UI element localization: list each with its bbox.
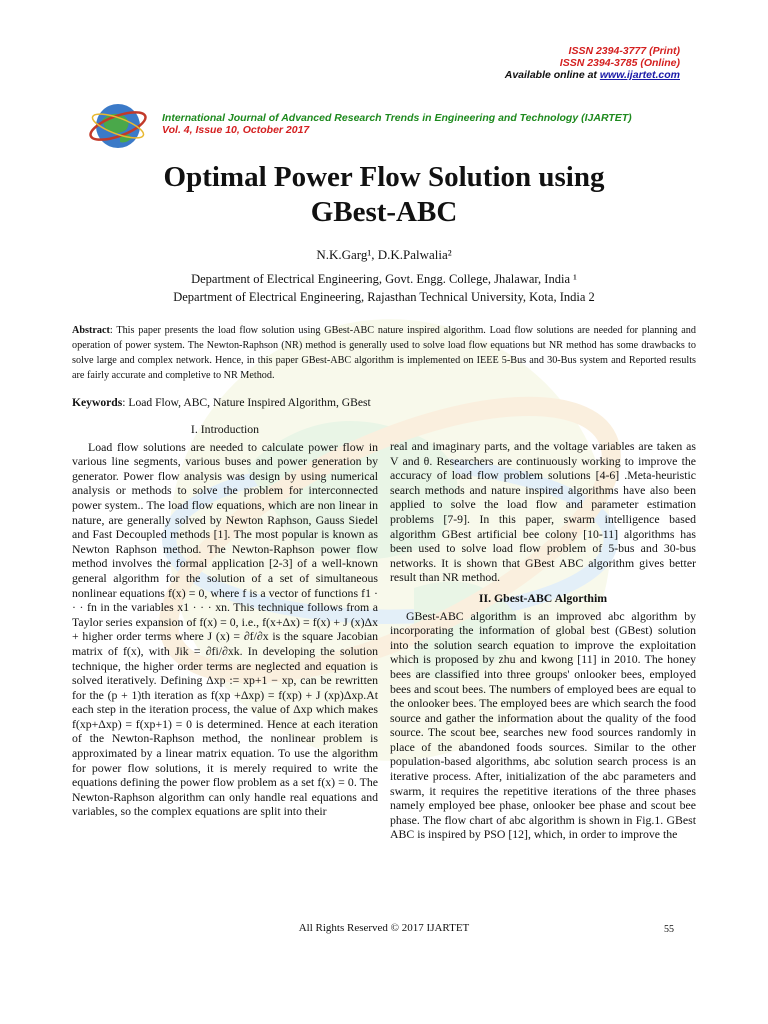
column-right	[390, 439, 696, 842]
abstract-label: Abstract	[72, 325, 110, 336]
available-prefix: Available online at	[504, 69, 600, 81]
affiliations	[0, 270, 768, 306]
issn-print: ISSN 2394-3777 (Print)	[568, 45, 680, 57]
issn-online: ISSN 2394-3785 (Online)	[559, 57, 680, 69]
journal-website-link[interactable]: www.ijartet.com	[599, 69, 680, 81]
intro-paragraph-continued: real and imaginary parts, and the voltage variables are taken as V and θ. Researchers are continuously working to improve the accuracy of load flow problem solutions [4-6] .Meta-heuristic search methods and nature inspired algorithms have also been applied to solve the load flow and parameter estimation problems [7-9]. In this paper, swarm intelligence based algorithm GBest artificial bee colony [10-11] algorithms has been used to solve load flow problem of 5-bus and 30-bus networks. It is shown that GBest ABC algorithm gives better result than NR method.	[390, 439, 696, 585]
paper-title	[0, 160, 768, 230]
available-online	[505, 69, 680, 81]
title-line-1: Optimal Power Flow Solution using	[163, 161, 605, 193]
title-line-2: GBest-ABC	[310, 196, 458, 228]
abstract	[72, 323, 696, 383]
affiliation-1: Department of Electrical Engineering, Govt. Engg. College, Jhalawar, India ¹	[191, 272, 577, 286]
issn-block	[505, 45, 680, 81]
journal-name: International Journal of Advanced Research Trends in Engineering and Technology (IJARTET)	[162, 112, 632, 124]
keywords-text: : Load Flow, ABC, Nature Inspired Algorithm, GBest	[122, 396, 371, 409]
page-number: 55	[664, 924, 674, 935]
journal-logo	[88, 96, 148, 156]
keywords-label: Keywords	[72, 396, 123, 409]
authors: N.K.Garg¹, D.K.Palwalia²	[316, 247, 452, 262]
column-left	[72, 422, 378, 819]
gbest-paragraph: GBest-ABC algorithm is an improved abc algorithm by incorporating the information of global best (GBest) solution into the solution search equation to improve the exploitation which is proposed by zhu and kwong [11] in 2010. The honey bees are classified into three groups' onlooker bees, employed bees and scout bees. The numbers of employed bees are equal to the onlooker bees. The employed bees are which search the food source and gather the information about the quality of the food source. The scout bee, searches new food sources randomly in place of the abandoned foods sources. Similar to the other population-based algorithms, abc solution search process is an iterative process. After, initialization of the abc parameters and swarm, it requires the repetitive iterations of the three phases namely employed bee phase, onlooker bee phase and scout bee phase. The flow chart of abc algorithm is shown in Fig.1. GBest ABC is inspired by PSO [12], which, in order to improve the	[390, 608, 696, 842]
journal-volume: Vol. 4, Issue 10, October 2017	[162, 124, 310, 136]
intro-paragraph: Load flow solutions are needed to calculate power flow in various line segments, various buses and power generation by generator. Power flow analysis was design by using numerical analysis or methods to solve the problem for interconnected power system.. The load flow equations, which are non linear in nature, are generally solved by Newton Raphson, Gauss Siedel and Fast Decoupled methods [1]. The most popular is known as Newton Raphson method. The Newton-Raphson power flow method involves the formal application [2-3] of a well-known general algorithm for the solution of a set of simultaneous nonlinear equations f(x) = 0, where f is a vector of functions f1 · · · fn in the variables x1 · · · xn. This technique follows from a Taylor series expansion of f(x) = 0, i.e., f(x+Δx) = f(x) + J (x)Δx + higher order terms where J (x) = ∂f/∂x is the square Jacobian matrix of f(x), with Jik = ∂fi/∂xk. In developing the solution technique, the higher order terms are neglected and equation is solved iteratively. Defining Δxp := xp+1 − xp, can be rewritten for the (p + 1)th iteration as f(xp +Δxp) = f(xp) + J (xp)Δxp.At each step in the iteration process, the value of Δxp which makes f(xp+Δxp) = f(xp+1) = 0 is determined. Hence at each iteration of the Newton-Raphson method, the nonlinear problem is approximated by a linear matrix equation. To use the algorithm for power flow solutions, it is merely required to write the equations defining the power flow problem as a set f(x) = 0. The Newton-Raphson algorithm can only handle real equations and variables, so the complex equations are split into their	[72, 439, 378, 819]
keywords	[72, 396, 696, 409]
affiliation-2: Department of Electrical Engineering, Rajasthan Technical University, Kota, India 2	[173, 290, 595, 304]
journal-header	[162, 112, 632, 136]
gbest-heading: II. Gbest-ABC Algorthim	[478, 590, 608, 605]
intro-heading: I. Introduction	[190, 422, 260, 436]
footer-rights: All Rights Reserved © 2017 IJARTET	[298, 922, 470, 934]
abstract-text: : This paper presents the load flow solution using GBest-ABC nature inspired algorithm. Load flow solutions are needed for planning and operation of power system. The Newton-Raphson (NR) method is generally used to solve load flow equations but NR method has some drawbacks to solve large and complex network. Hence, in this paper GBest-ABC algorithm is implemented on IEEE 5-Bus and 30-Bus system and Reported results are fairly accurate and completive to NR Method.	[72, 325, 696, 381]
